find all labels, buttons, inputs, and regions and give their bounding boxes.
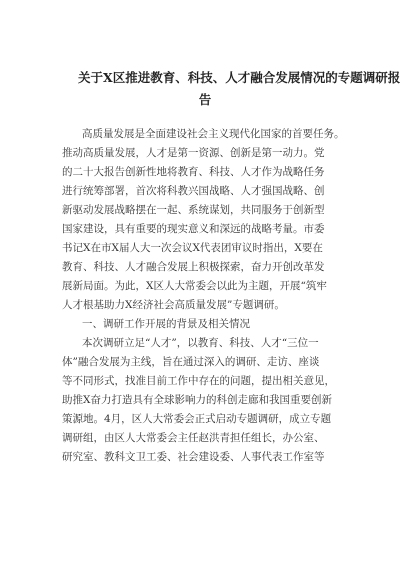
section-heading: 一、调研工作开展的背景及相关情况: [82, 318, 250, 330]
body-text-line: 本次调研立足“人才”，以教育、科技、人才“三位一: [82, 337, 319, 349]
body-text-line: 推动高质量发展，人才是第一资源、创新是第一动力。党: [62, 147, 325, 159]
body-text-line: 策源地。4月，区人大常委会正式启动专题调研，成立专题: [62, 413, 332, 425]
body-text-line: 研究室、教科文卫工委、社会建设委、人事代表工作室等: [62, 451, 325, 463]
body-text-line: 助推X奋力打造具有全球影响力的科创走廊和我国重要创新: [62, 394, 332, 406]
document-title-line-2: 告: [198, 92, 212, 107]
body-text-line: 新驱动发展战略摆在一起、系统谋划，共同服务于创新型: [62, 204, 325, 216]
body-text-line: 调研组，由区人大常委会主任赵洪青担任组长，办公室、: [62, 432, 325, 444]
body-text-line: 体”融合发展为主线，旨在通过深入的调研、走访、座谈: [62, 356, 320, 368]
body-text-line: 人才根基助力X经济社会高质量发展”专题调研。: [62, 299, 285, 311]
body-text-line: 的二十大报告创新性地将教育、科技、人才作为战略任务: [62, 166, 325, 178]
document-title-line-1: 关于X区推进教育、科技、人才融合发展情况的专题调研报: [78, 70, 401, 85]
body-text-line: 教育、科技、人才融合发展上积极探索，奋力开创改革发: [62, 261, 325, 273]
body-text-line: 等不同形式，找准目前工作中存在的问题，提出相关意见，: [62, 375, 335, 387]
body-text-line: 国家建设，具有重要的现实意义和深远的战略考量。市委: [62, 223, 325, 235]
body-text-line: 书记X在市X届人大一次会议X代表团审议时指出，X要在: [62, 242, 323, 254]
body-text-line: 高质量发展是全面建设社会主义现代化国家的首要任务。: [82, 128, 345, 140]
body-text-line: 展新局面。为此，X区人大常委会以此为主题，开展“筑牢: [62, 280, 327, 292]
body-text-line: 进行统筹部署，首次将科教兴国战略、人才强国战略、创: [62, 185, 325, 197]
